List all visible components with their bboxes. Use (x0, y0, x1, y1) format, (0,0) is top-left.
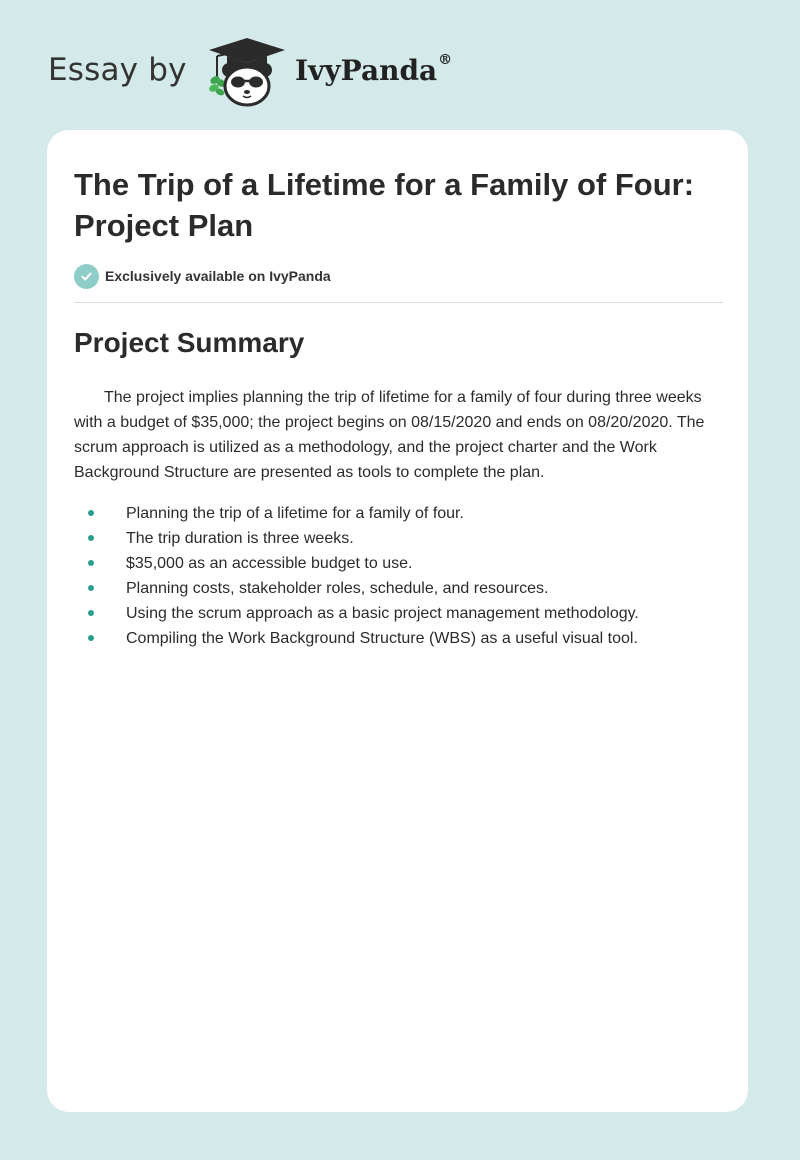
bullet-dot-icon (88, 560, 94, 566)
bullet-dot-icon (88, 610, 94, 616)
list-item (74, 576, 724, 601)
bullet-dot-icon (88, 585, 94, 591)
exclusive-badge (74, 263, 331, 289)
summary-bullet-list (74, 501, 724, 651)
site-header (48, 36, 548, 112)
panda-logo-icon[interactable] (201, 36, 293, 108)
list-item (74, 626, 724, 651)
list-item-text: $35,000 as an accessible budget to use. (126, 555, 413, 572)
document-card (47, 130, 748, 1112)
list-item-text: Compiling the Work Background Structure (WBS) as a useful visual tool. (126, 630, 638, 647)
list-item (74, 501, 724, 526)
list-item-text: Planning costs, stakeholder roles, schedule, and resources. (126, 580, 549, 597)
list-item (74, 551, 724, 576)
list-item (74, 601, 724, 626)
essay-by-label: Essay by (48, 52, 187, 88)
section-heading: Project Summary (74, 327, 305, 358)
bullet-dot-icon (88, 535, 94, 541)
page-title: The Trip of a Lifetime for a Family of Four: Project Plan (74, 167, 695, 243)
list-item-text: Planning the trip of a lifetime for a family of four. (126, 505, 464, 522)
bullet-dot-icon (88, 635, 94, 641)
bullet-dot-icon (88, 510, 94, 516)
registered-mark: ® (438, 52, 453, 68)
check-icon (74, 264, 99, 289)
summary-paragraph: The project implies planning the trip of lifetime for a family of four during three weeks with a budget of $35,000; the project begins on 08/15/2020 and ends on 08/20/2020. The scrum approach is utilized as a methodology, and the project charter and the Work Background Structure are presented as tools to complete the plan. (74, 389, 705, 481)
divider (74, 302, 723, 303)
list-item (74, 526, 724, 551)
brand-name[interactable]: IvyPanda® (295, 52, 453, 87)
list-item-text: Using the scrum approach as a basic project management methodology. (126, 605, 639, 622)
badge-text: Exclusively available on IvyPanda (105, 268, 331, 284)
list-item-text: The trip duration is three weeks. (126, 530, 354, 547)
